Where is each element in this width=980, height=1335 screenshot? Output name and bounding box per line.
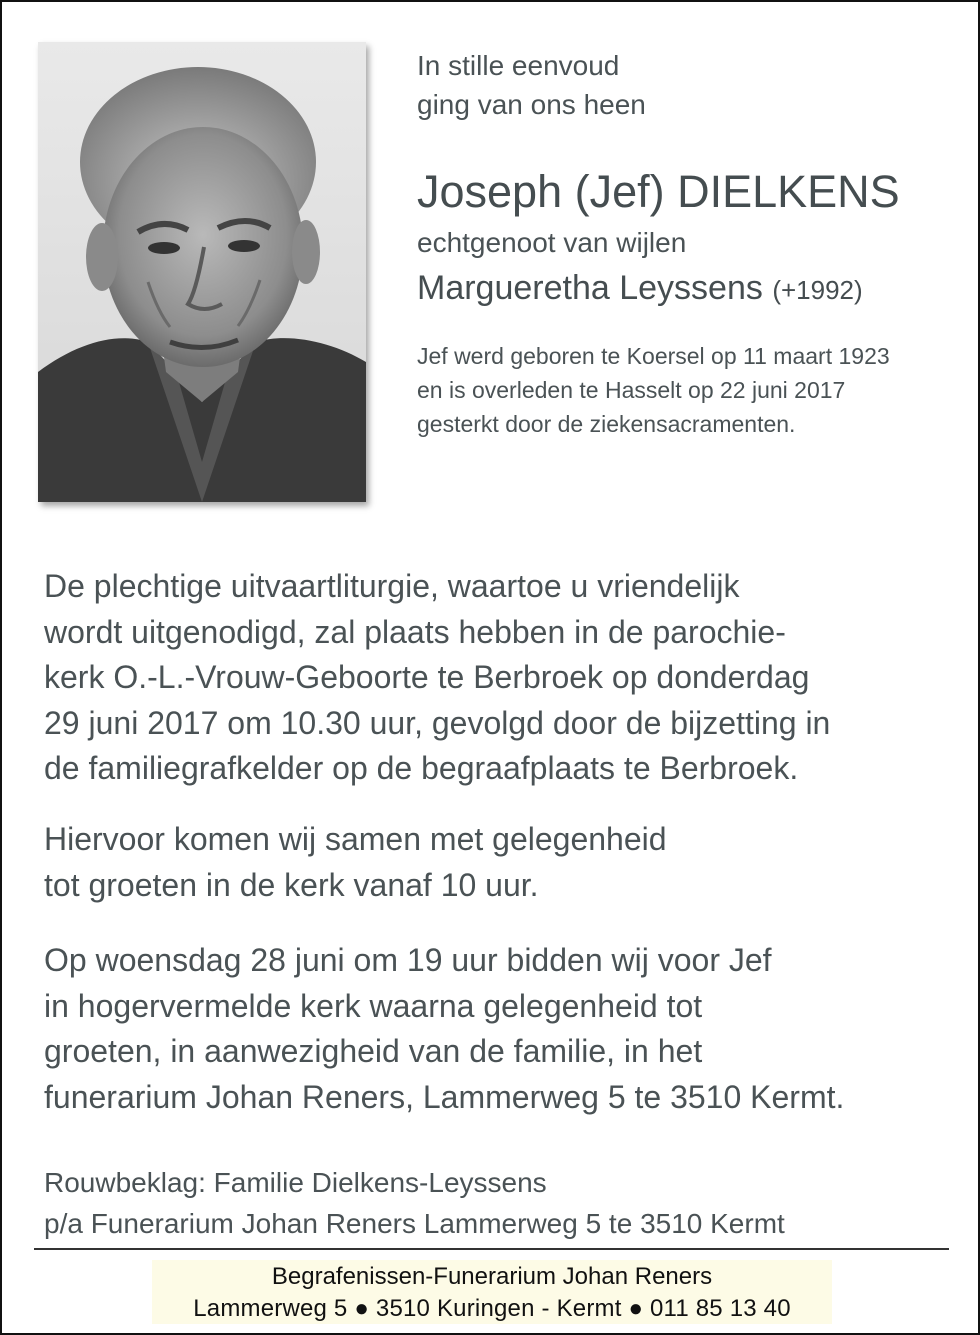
deceased-name: Joseph (Jef) DIELKENS	[417, 166, 900, 217]
intro-text	[417, 46, 646, 124]
paragraph-line: Hiervoor komen wij samen met gelegenheid	[44, 821, 667, 857]
greeting-paragraph	[44, 817, 667, 908]
bio-line: gesterkt door de ziekensacramenten.	[417, 411, 796, 437]
funeral-home-address: Lammerweg 5 ● 3510 Kuringen - Kermt ● 011 85 13 40	[193, 1295, 791, 1322]
paragraph-line: kerk O.-L.-Vrouw-Geboorte te Berbroek op donderdag	[44, 659, 810, 695]
paragraph-line: groeten, in aanwezigheid van de familie, in het	[44, 1033, 703, 1069]
paragraph-line: funerarium Johan Reners, Lammerweg 5 te 3510 Kermt.	[44, 1078, 845, 1115]
funeral-home-footer	[152, 1260, 832, 1324]
spouse-line	[417, 266, 863, 312]
condolences-paragraph	[44, 1162, 785, 1244]
intro-line: In stille eenvoud	[417, 50, 620, 81]
biography	[417, 339, 890, 441]
paragraph-line: in hogervermelde kerk waarna gelegenheid tot	[44, 987, 703, 1024]
funeral-home-name: Begrafenissen-Funerarium Johan Reners	[271, 1263, 713, 1290]
intro-line: ging van ons heen	[417, 89, 646, 120]
divider	[34, 1248, 949, 1250]
paragraph-line: Rouwbeklag: Familie Dielkens-Leyssens	[44, 1167, 547, 1198]
paragraph-line: tot groeten in de kerk vanaf 10 uur.	[44, 866, 539, 903]
paragraph-line: de familiegrafkelder op de begraafplaats te Berbroek.	[44, 750, 799, 786]
paragraph-line: p/a Funerarium Johan Reners Lammerweg 5 te 3510 Kermt	[44, 1208, 785, 1239]
paragraph-line: De plechtige uitvaartliturgie, waartoe u vriendelijk	[44, 568, 740, 604]
spouse-year: (+1992)	[772, 275, 863, 305]
bio-line: Jef werd geboren te Koersel op 11 maart 1923	[417, 343, 890, 369]
spouse-name: Margueretha Leyssens	[417, 269, 763, 307]
portrait-photo	[38, 42, 366, 502]
funeral-paragraph	[44, 564, 830, 792]
bio-line: en is overleden te Hasselt op 22 juni 2017	[417, 377, 846, 403]
prayer-paragraph	[44, 938, 844, 1120]
paragraph-line: wordt uitgenodigd, zal plaats hebben in de parochie-	[44, 613, 786, 650]
paragraph-line: 29 juni 2017 om 10.30 uur, gevolgd door de bijzetting in	[44, 704, 831, 741]
paragraph-line: Op woensdag 28 juni om 19 uur bidden wij voor Jef	[44, 942, 772, 978]
spouse-label: echtgenoot van wijlen	[417, 227, 687, 258]
